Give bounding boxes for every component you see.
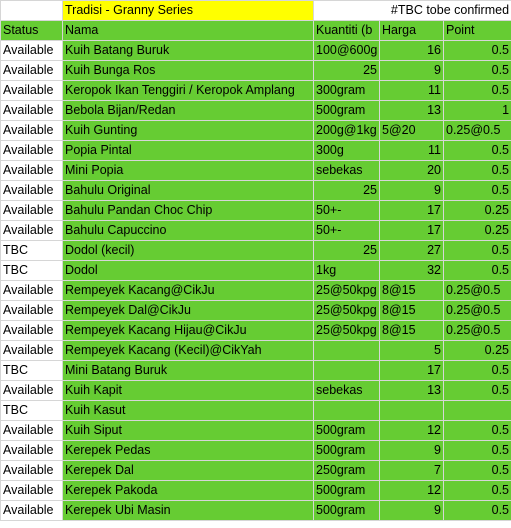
table-row — [1, 381, 511, 401]
kuantiti-cell[interactable]: 25 — [314, 241, 380, 261]
point-cell[interactable]: 0.25 — [444, 221, 511, 241]
status-cell[interactable]: Available — [1, 161, 63, 181]
title-row — [1, 1, 511, 21]
status-cell[interactable]: Available — [1, 221, 63, 241]
point-cell[interactable]: 0.5 — [444, 461, 511, 481]
point-cell[interactable]: 0.5 — [444, 141, 511, 161]
table-row — [1, 361, 511, 381]
table-row — [1, 481, 511, 501]
point-cell[interactable]: 0.25@0.5 — [444, 121, 511, 141]
tbc-note[interactable]: #TBC tobe confirmed — [314, 1, 511, 21]
table-row — [1, 201, 511, 221]
kuantiti-cell[interactable]: 500gram — [314, 501, 380, 521]
harga-cell[interactable]: 13 — [380, 381, 444, 401]
status-cell[interactable]: TBC — [1, 261, 63, 281]
nama-cell[interactable]: Kuih Siput — [63, 421, 314, 441]
harga-cell[interactable]: 5 — [380, 341, 444, 361]
point-cell[interactable]: 0.5 — [444, 361, 511, 381]
harga-cell[interactable]: 7 — [380, 461, 444, 481]
point-cell[interactable]: 0.5 — [444, 161, 511, 181]
status-cell[interactable]: Available — [1, 481, 63, 501]
harga-cell[interactable]: 32 — [380, 261, 444, 281]
status-cell[interactable]: Available — [1, 141, 63, 161]
nama-cell[interactable]: Rempeyek Kacang Hijau@CikJu — [63, 321, 314, 341]
kuantiti-cell[interactable]: 25@50kpg — [314, 281, 380, 301]
status-cell[interactable]: Available — [1, 281, 63, 301]
table-row — [1, 321, 511, 341]
harga-cell[interactable]: 16 — [380, 41, 444, 61]
harga-cell[interactable]: 5@20 — [380, 121, 444, 141]
nama-cell[interactable]: Mini Batang Buruk — [63, 361, 314, 381]
sheet-title[interactable]: Tradisi - Granny Series — [63, 1, 314, 21]
status-cell[interactable]: Available — [1, 121, 63, 141]
table-row — [1, 141, 511, 161]
point-cell[interactable]: 0.25@0.5 — [444, 301, 511, 321]
nama-cell[interactable]: Rempeyek Dal@CikJu — [63, 301, 314, 321]
harga-cell[interactable]: 17 — [380, 221, 444, 241]
kuantiti-cell[interactable]: 250gram — [314, 461, 380, 481]
nama-cell[interactable]: Kerepek Dal — [63, 461, 314, 481]
table-row — [1, 61, 511, 81]
status-cell[interactable]: Available — [1, 421, 63, 441]
harga-cell[interactable]: 20 — [380, 161, 444, 181]
nama-cell[interactable]: Rempeyek Kacang (Kecil)@CikYah — [63, 341, 314, 361]
harga-cell[interactable]: 12 — [380, 481, 444, 501]
point-cell[interactable]: 0.5 — [444, 441, 511, 461]
harga-cell[interactable]: 9 — [380, 181, 444, 201]
nama-cell[interactable]: Kerepek Ubi Masin — [63, 501, 314, 521]
point-cell[interactable]: 0.5 — [444, 501, 511, 521]
table-row — [1, 341, 511, 361]
point-cell[interactable]: 0.25 — [444, 341, 511, 361]
header-harga[interactable]: Harga — [380, 21, 444, 41]
header-nama[interactable]: Nama — [63, 21, 314, 41]
harga-cell[interactable]: 17 — [380, 361, 444, 381]
harga-cell[interactable]: 8@15 — [380, 301, 444, 321]
point-cell[interactable]: 0.5 — [444, 241, 511, 261]
nama-cell[interactable]: Rempeyek Kacang@CikJu — [63, 281, 314, 301]
kuantiti-cell[interactable]: 25 — [314, 61, 380, 81]
nama-cell[interactable]: Dodol (kecil) — [63, 241, 314, 261]
table-row — [1, 281, 511, 301]
nama-cell[interactable]: Kerepek Pedas — [63, 441, 314, 461]
harga-cell[interactable]: 12 — [380, 421, 444, 441]
harga-cell[interactable]: 17 — [380, 201, 444, 221]
nama-cell[interactable]: Mini Popia — [63, 161, 314, 181]
kuantiti-cell[interactable] — [314, 341, 380, 361]
status-cell[interactable]: Available — [1, 441, 63, 461]
kuantiti-cell[interactable]: 50+- — [314, 201, 380, 221]
kuantiti-cell[interactable]: 25 — [314, 181, 380, 201]
header-status[interactable]: Status — [1, 21, 63, 41]
table-row — [1, 301, 511, 321]
nama-cell[interactable]: Popia Pintal — [63, 141, 314, 161]
kuantiti-cell[interactable]: 1kg — [314, 261, 380, 281]
point-cell[interactable]: 1 — [444, 101, 511, 121]
nama-cell[interactable]: Bebola Bijan/Redan — [63, 101, 314, 121]
table-row — [1, 181, 511, 201]
kuantiti-cell[interactable]: 300g — [314, 141, 380, 161]
harga-cell[interactable]: 9 — [380, 441, 444, 461]
kuantiti-cell[interactable] — [314, 401, 380, 421]
kuantiti-cell[interactable]: 200g@1kg — [314, 121, 380, 141]
point-cell[interactable]: 0.25 — [444, 201, 511, 221]
table-row — [1, 121, 511, 141]
kuantiti-cell[interactable]: 100@600g — [314, 41, 380, 61]
status-cell[interactable]: TBC — [1, 361, 63, 381]
status-cell[interactable]: Available — [1, 301, 63, 321]
table-row — [1, 221, 511, 241]
table-row — [1, 441, 511, 461]
kuantiti-cell[interactable]: 50+- — [314, 221, 380, 241]
nama-cell[interactable]: Dodol — [63, 261, 314, 281]
nama-cell[interactable]: Bahulu Capuccino — [63, 221, 314, 241]
status-cell[interactable]: Available — [1, 381, 63, 401]
harga-cell[interactable]: 27 — [380, 241, 444, 261]
table-row — [1, 161, 511, 181]
nama-cell[interactable]: Kuih Kapit — [63, 381, 314, 401]
nama-cell[interactable]: Kuih Batang Buruk — [63, 41, 314, 61]
nama-cell[interactable]: Kuih Bunga Ros — [63, 61, 314, 81]
point-cell[interactable]: 0.5 — [444, 261, 511, 281]
table-row — [1, 501, 511, 521]
table-row — [1, 401, 511, 421]
nama-cell[interactable]: Kerepek Pakoda — [63, 481, 314, 501]
status-cell[interactable]: Available — [1, 41, 63, 61]
kuantiti-cell[interactable]: sebekas — [314, 381, 380, 401]
status-cell[interactable]: Available — [1, 201, 63, 221]
table-row — [1, 81, 511, 101]
kuantiti-cell[interactable]: 25@50kpg — [314, 321, 380, 341]
header-row — [1, 21, 511, 41]
point-cell[interactable]: 0.5 — [444, 81, 511, 101]
table-row — [1, 261, 511, 281]
nama-cell[interactable]: Kuih Gunting — [63, 121, 314, 141]
kuantiti-cell[interactable]: 500gram — [314, 101, 380, 121]
header-kuantiti[interactable]: Kuantiti (b — [314, 21, 380, 41]
point-cell[interactable]: 0.5 — [444, 481, 511, 501]
point-cell[interactable]: 0.25@0.5 — [444, 321, 511, 341]
point-cell[interactable]: 0.5 — [444, 61, 511, 81]
table-row — [1, 101, 511, 121]
table-row — [1, 241, 511, 261]
table-row — [1, 41, 511, 61]
kuantiti-cell[interactable] — [314, 361, 380, 381]
status-cell[interactable]: Available — [1, 501, 63, 521]
point-cell[interactable]: 0.25@0.5 — [444, 281, 511, 301]
status-cell[interactable]: Available — [1, 321, 63, 341]
kuantiti-cell[interactable]: 300gram — [314, 81, 380, 101]
status-cell[interactable]: Available — [1, 101, 63, 121]
kuantiti-cell[interactable]: 500gram — [314, 441, 380, 461]
table-row — [1, 421, 511, 441]
kuantiti-cell[interactable]: sebekas — [314, 161, 380, 181]
status-cell[interactable]: Available — [1, 61, 63, 81]
harga-cell[interactable]: 8@15 — [380, 321, 444, 341]
status-cell[interactable]: Available — [1, 181, 63, 201]
harga-cell[interactable] — [380, 401, 444, 421]
harga-cell[interactable]: 11 — [380, 81, 444, 101]
harga-cell[interactable]: 9 — [380, 61, 444, 81]
point-cell[interactable]: 0.5 — [444, 381, 511, 401]
harga-cell[interactable]: 9 — [380, 501, 444, 521]
kuantiti-cell[interactable]: 500gram — [314, 481, 380, 501]
header-point[interactable]: Point — [444, 21, 511, 41]
status-cell[interactable]: TBC — [1, 241, 63, 261]
nama-cell[interactable]: Bahulu Original — [63, 181, 314, 201]
harga-cell[interactable]: 11 — [380, 141, 444, 161]
nama-cell[interactable]: Keropok Ikan Tenggiri / Keropok Amplang — [63, 81, 314, 101]
empty-cell[interactable] — [1, 1, 63, 21]
status-cell[interactable]: Available — [1, 81, 63, 101]
nama-cell[interactable]: Bahulu Pandan Choc Chip — [63, 201, 314, 221]
table-row — [1, 461, 511, 481]
nama-cell[interactable]: Kuih Kasut — [63, 401, 314, 421]
point-cell[interactable] — [444, 401, 511, 421]
harga-cell[interactable]: 8@15 — [380, 281, 444, 301]
kuantiti-cell[interactable]: 500gram — [314, 421, 380, 441]
harga-cell[interactable]: 13 — [380, 101, 444, 121]
status-cell[interactable]: TBC — [1, 401, 63, 421]
point-cell[interactable]: 0.5 — [444, 181, 511, 201]
point-cell[interactable]: 0.5 — [444, 421, 511, 441]
status-cell[interactable]: Available — [1, 461, 63, 481]
kuantiti-cell[interactable]: 25@50kpg — [314, 301, 380, 321]
status-cell[interactable]: Available — [1, 341, 63, 361]
point-cell[interactable]: 0.5 — [444, 41, 511, 61]
